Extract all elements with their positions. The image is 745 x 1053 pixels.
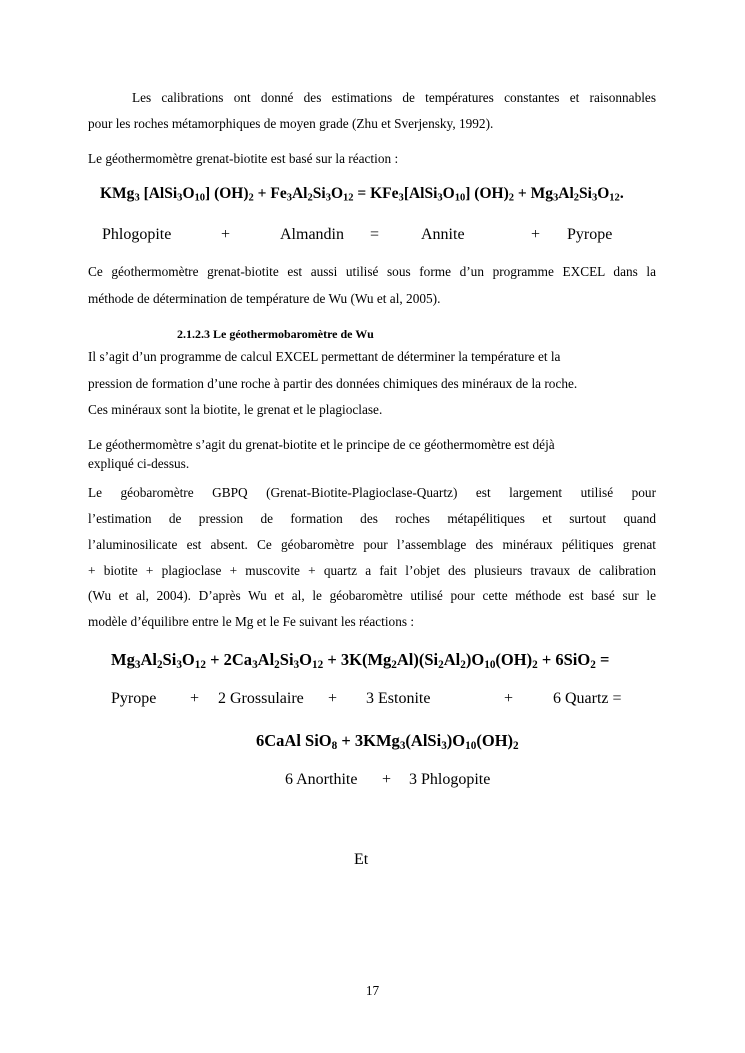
gbpq-text-line-2: l’estimation de pression de formation des roches métapélitiques et surtout quand xyxy=(88,511,656,526)
excel-text-line-2: méthode de détermination de température de Wu (Wu et al, 2005). xyxy=(88,291,441,306)
mineral-name: 3 Estonite xyxy=(366,690,431,707)
calibration-text-line-1: Les calibrations ont donné des estimations de températures constantes et raisonnables xyxy=(132,90,656,105)
gbpq-text-line-5: (Wu et al, 2004). D’après Wu et al, le géobaromètre utilisé pour cette méthode est basé sur le xyxy=(88,588,656,603)
gbpq-text-line-1: Le géobaromètre GBPQ (Grenat-Biotite-Plagioclase-Quartz) est largement utilisé pour xyxy=(88,485,656,500)
gbpq-text-line-6: modèle d’équilibre entre le Mg et le Fe suivant les réactions : xyxy=(88,614,415,629)
mineral-name: Pyrope xyxy=(567,226,613,243)
plus-sign: + xyxy=(504,690,514,707)
equation-garnet-biotite: KMg$_3$ $[AlSi_3O_{10}] (OH)_2 + Fe_3Al_2Si_3O_{12}$ = $KFe_3[AlSi_3O_{10}] (OH)_2 + Mg_3Al_2Si_3O_{12}$. xyxy=(100,185,624,204)
closing-word: Et xyxy=(354,851,369,868)
page-number: 17 xyxy=(365,983,380,998)
equals-sign: = xyxy=(370,226,380,243)
plus-sign: + xyxy=(221,226,231,243)
calibration-text-line-2: pour les roches métamorphiques de moyen grade (Zhu et Sverjensky, 1992). xyxy=(88,116,494,131)
mineral-name: Phlogopite xyxy=(102,226,172,243)
plus-sign: + xyxy=(531,226,541,243)
equation-2-mineral-names xyxy=(0,690,745,712)
plus-sign: + xyxy=(382,771,392,788)
mineral-name: Annite xyxy=(421,226,465,243)
excel-text-line-1: Ce géothermomètre grenat-biotite est aussi utilisé sous forme d’un programme EXCEL dans la xyxy=(88,264,656,279)
equation-1-mineral-names xyxy=(0,226,745,248)
reaction-intro: Le géothermomètre grenat-biotite est basé sur la réaction : xyxy=(88,151,399,166)
mineral-name: 3 Phlogopite xyxy=(409,771,491,788)
mineral-name: 6 Anorthite xyxy=(285,771,358,788)
wu-text-line-3: Ces minéraux sont la biotite, le grenat et le plagioclase. xyxy=(88,402,383,417)
equation-2-products-names xyxy=(0,771,745,793)
plus-sign: + xyxy=(190,690,200,707)
geothermometer-text-line-2: expliqué ci-dessus. xyxy=(88,456,190,471)
gbpq-text-line-3: l’aluminosilicate est absent. Ce géobaromètre pour l’assemblage des minéraux pélitiques grenat xyxy=(88,537,656,552)
wu-text-line-2: pression de formation d’une roche à partir des données chimiques des minéraux de la roche. xyxy=(88,376,578,391)
gbpq-text-line-4: + biotite + plagioclase + muscovite + quartz a fait l’objet des plusieurs travaux de calibration xyxy=(88,563,656,578)
section-heading: 2.1.2.3 Le géothermobaromètre de Wu xyxy=(177,327,374,341)
wu-text-line-1: Il s’agit d’un programme de calcul EXCEL permettant de déterminer la température et la xyxy=(88,349,561,364)
mineral-name: 6 Quartz = xyxy=(553,690,622,707)
mineral-name: 2 Grossulaire xyxy=(218,690,304,707)
mineral-name: Pyrope xyxy=(111,690,157,707)
geothermometer-text-line-1: Le géothermomètre s’agit du grenat-biotite et le principe de ce géothermomètre est déjà xyxy=(88,437,555,452)
mineral-name: Almandin xyxy=(280,226,344,243)
equation-gbpq-line-1: $Mg_3Al_2Si_3O_{12} + 2Ca_3Al_2Si_3O_{12} + 3K(Mg_2Al)(Si_2Al_2)O_{10}(OH)_2 + 6SiO_2$ = xyxy=(111,650,610,671)
equation-gbpq-line-2: 6CaAl $SiO_8 + 3KMg_3(AlSi_3)O_{10}(OH)_2$ xyxy=(256,731,519,752)
plus-sign: + xyxy=(328,690,338,707)
